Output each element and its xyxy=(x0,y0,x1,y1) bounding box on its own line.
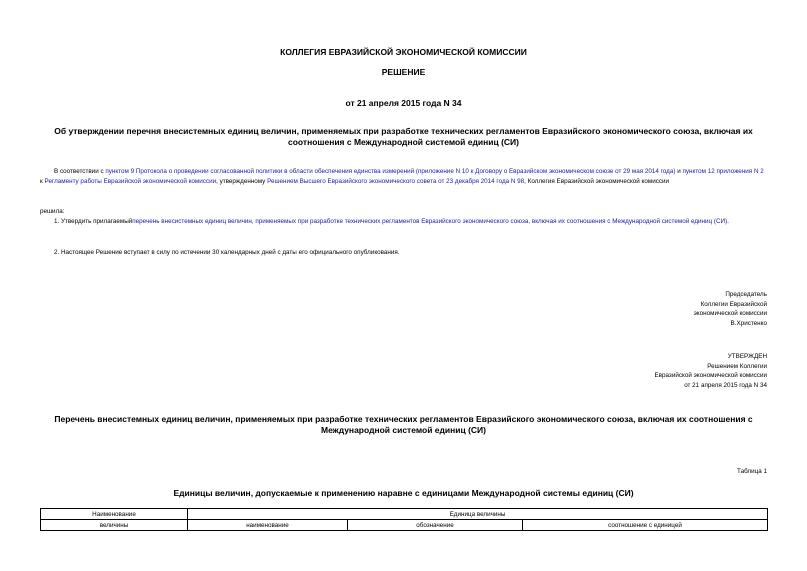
item-1-link-list[interactable]: перечень внесистемных единиц величин, применяемых при разработке технических регламентов Евразийского экономического союза, включая их соотношения с Международной системой единиц (СИ) xyxy=(132,218,728,225)
item-1-paragraph xyxy=(40,217,768,227)
signature-line-1: Председатель xyxy=(725,291,767,298)
preamble-text-4: , утвержденному xyxy=(216,177,268,185)
approval-line-3: Евразийской экономической комиссии xyxy=(654,372,767,379)
preamble-link-appendix[interactable]: пунктом 12 приложения N 2 xyxy=(682,168,764,175)
preamble-text-5: , Коллегия Евразийской экономической комиссии xyxy=(524,177,670,185)
approval-block xyxy=(560,352,767,390)
preamble-text-2: и xyxy=(675,168,683,175)
col-header-unit-ratio: соотношение с единицей xyxy=(523,520,768,531)
signature-name: В.Христенко xyxy=(730,319,767,327)
preamble-link-protocol[interactable]: пунктом 9 Протокола о проведении согласованной политики в области обеспечения единства измерений (приложение N 10 к Договору о Евразийском экономическом союзе от 29 мая 2014 года) xyxy=(105,168,676,175)
table-header-row-1 xyxy=(41,509,768,520)
doc-date-line: от 21 апреля 2015 года N 34 xyxy=(345,98,462,108)
table-title: Единицы величин, допускаемые к применению наравне с единицами Международной системы единиц (СИ) xyxy=(173,488,634,498)
table-header-row-2 xyxy=(41,520,768,531)
table-label: Таблица 1 xyxy=(737,468,767,475)
signature-line-2: Коллегии Евразийской xyxy=(700,300,767,308)
item-1-text: 1. Утвердить прилагаемый xyxy=(54,218,133,225)
preamble-text-3: к xyxy=(40,177,45,185)
preamble-link-regulation[interactable]: Регламенту работы Евразийской экономической комиссии xyxy=(44,177,217,185)
org-heading: КОЛЛЕГИЯ ЕВРАЗИЙСКОЙ ЭКОНОМИЧЕСКОЙ КОМИССИИ xyxy=(280,47,527,57)
doc-type-heading: РЕШЕНИЕ xyxy=(381,67,426,77)
approval-line-4: от 21 апреля 2015 года N 34 xyxy=(684,381,767,389)
signature-line-3: экономической комиссии xyxy=(693,310,767,317)
preamble-paragraph xyxy=(40,167,768,186)
col-header-unit-name: наименование xyxy=(188,520,348,531)
item-1-end: . xyxy=(727,218,729,225)
col-header-name-1: Наименование xyxy=(41,509,188,520)
doc-title: Об утверждении перечня внесистемных единиц величин, применяемых при разработке технических регламентов Евразийского экономического союза, включая их соотношения с Международной системой единиц (СИ) xyxy=(54,126,753,147)
decided-label: решила: xyxy=(40,208,65,215)
signature-block xyxy=(560,290,767,328)
preamble-text-1: В соответствии с xyxy=(54,168,106,175)
col-header-unit-symbol: обозначение xyxy=(348,520,523,531)
list-title: Перечень внесистемных единиц величин, применяемых при разработке технических регламентов Евразийского экономического союза, включая их соотношения с Международной системой единиц (СИ) xyxy=(54,414,753,435)
approval-line-2: Решением Коллегии xyxy=(707,362,767,370)
units-table xyxy=(40,508,768,531)
approval-line-1: УТВЕРЖДЕН xyxy=(727,353,767,360)
col-header-name-2: величины xyxy=(41,520,188,531)
col-header-unit-group: Единица величины xyxy=(188,509,768,520)
item-2-paragraph: 2. Настоящее Решение вступает в силу по истечении 30 календарных дней с даты его официального опубликования. xyxy=(54,249,400,256)
preamble-link-council-decision[interactable]: Решением Высшего Евразийского экономического совета от 23 декабря 2014 года N 98 xyxy=(267,177,525,185)
